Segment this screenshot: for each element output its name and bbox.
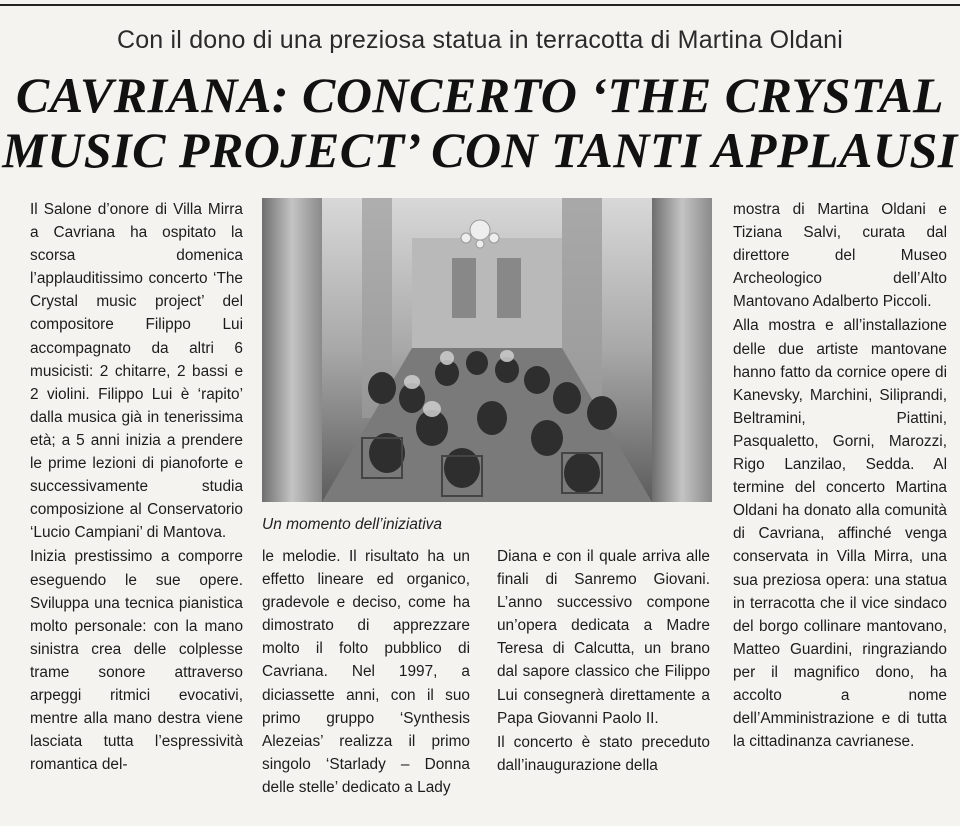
text-column-4 — [733, 198, 947, 753]
column-1-paragraph-1: Il Salone d’onore di Villa Mirra a Cavriana ha ospitato la scorsa domenica l’applauditissimo concerto ‘The Crystal music project’ del compositore Filippo Lui accompagnato da altri 6 musicisti: 2 chitarre, 2 bassi e 2 violini. Filippo Lui è ‘rapito’ dalla musica già in tenerissima età; a 5 anni inizia a prendere le prime lezioni di pianoforte e successivamente studia composizione al Conservatorio ‘Lucio Campiani’ di Mantova. — [30, 201, 243, 542]
column-4-paragraph-1: mostra di Martina Oldani e Tiziana Salvi, curata dal direttore del Museo Archeologico dell’Alto Mantovano Adalberto Piccoli. — [733, 201, 947, 311]
headline-line-2: MUSIC PROJECT’ CON TANTI APPLAUSI — [2, 122, 958, 178]
column-4-paragraph-2: Alla mostra e all’installazione delle due artiste mantovane hanno fatto da cornice opere di Kanevsky, Marchini, Siliprandi, Beltramini, Piattini, Pasqualetto, Gorni, Marozzi, Rigo Lanzilao, Sedda. Al termine del concerto Martina Oldani ha donato alla comunità di Cavriana, affinché venga conservata in Villa Mirra, una sua preziosa opera: una statua in terracotta che il vice sindaco del borgo collinare mantovano, Matteo Guardini, ringraziando per il magnifico dono, ha accolto a nome dell’Amministrazione e di tutta la cittadinanza cavrianese. — [733, 317, 947, 751]
text-column-3 — [497, 545, 710, 777]
text-column-2 — [262, 545, 470, 799]
article-headline — [0, 68, 960, 178]
photo-caption: Un momento dell’iniziativa — [262, 516, 443, 533]
top-rule — [0, 4, 960, 6]
column-1-paragraph-2: Inizia prestissimo a comporre eseguendo le sue opere. Sviluppa una tecnica pianistica molto personale: con la mano sinistra crea delle colplesse trame sonore attraverso arpeggi ritmici evocativi, mentre alla mano destra viene lasciata tutta l’espressività romantica del- — [30, 548, 243, 774]
column-2-paragraph-1: le melodie. Il risultato ha un effetto lineare ed organico, gradevole e deciso, come ha dimostrato di apprezzare molto il folto pubblico di Cavriana. Nel 1997, a diciassette anni, con il suo primo gruppo ‘Synthesis Alezeias’ realizza il primo singolo ‘Starlady – Donna delle stelle’ dedicato a Lady — [262, 548, 470, 796]
column-3-paragraph-2: Il concerto è stato preceduto dall’inaugurazione della — [497, 733, 710, 774]
headline-line-1: CAVRIANA: CONCERTO ‘THE CRYSTAL — [15, 67, 945, 123]
column-3-paragraph-1: Diana e con il quale arriva alle finali di Sanremo Giovani. L’anno successivo compone un’opera dedicata a Madre Teresa di Calcutta, un brano dal sapore classico che Filippo Lui consegnerà direttamente a Papa Giovanni Paolo II. — [497, 548, 710, 727]
concert-photo — [262, 198, 712, 502]
text-column-1 — [30, 198, 243, 776]
article-kicker: Con il dono di una preziosa statua in terracotta di Martina Oldani — [116, 26, 844, 54]
concert-hall-illustration — [262, 198, 712, 502]
